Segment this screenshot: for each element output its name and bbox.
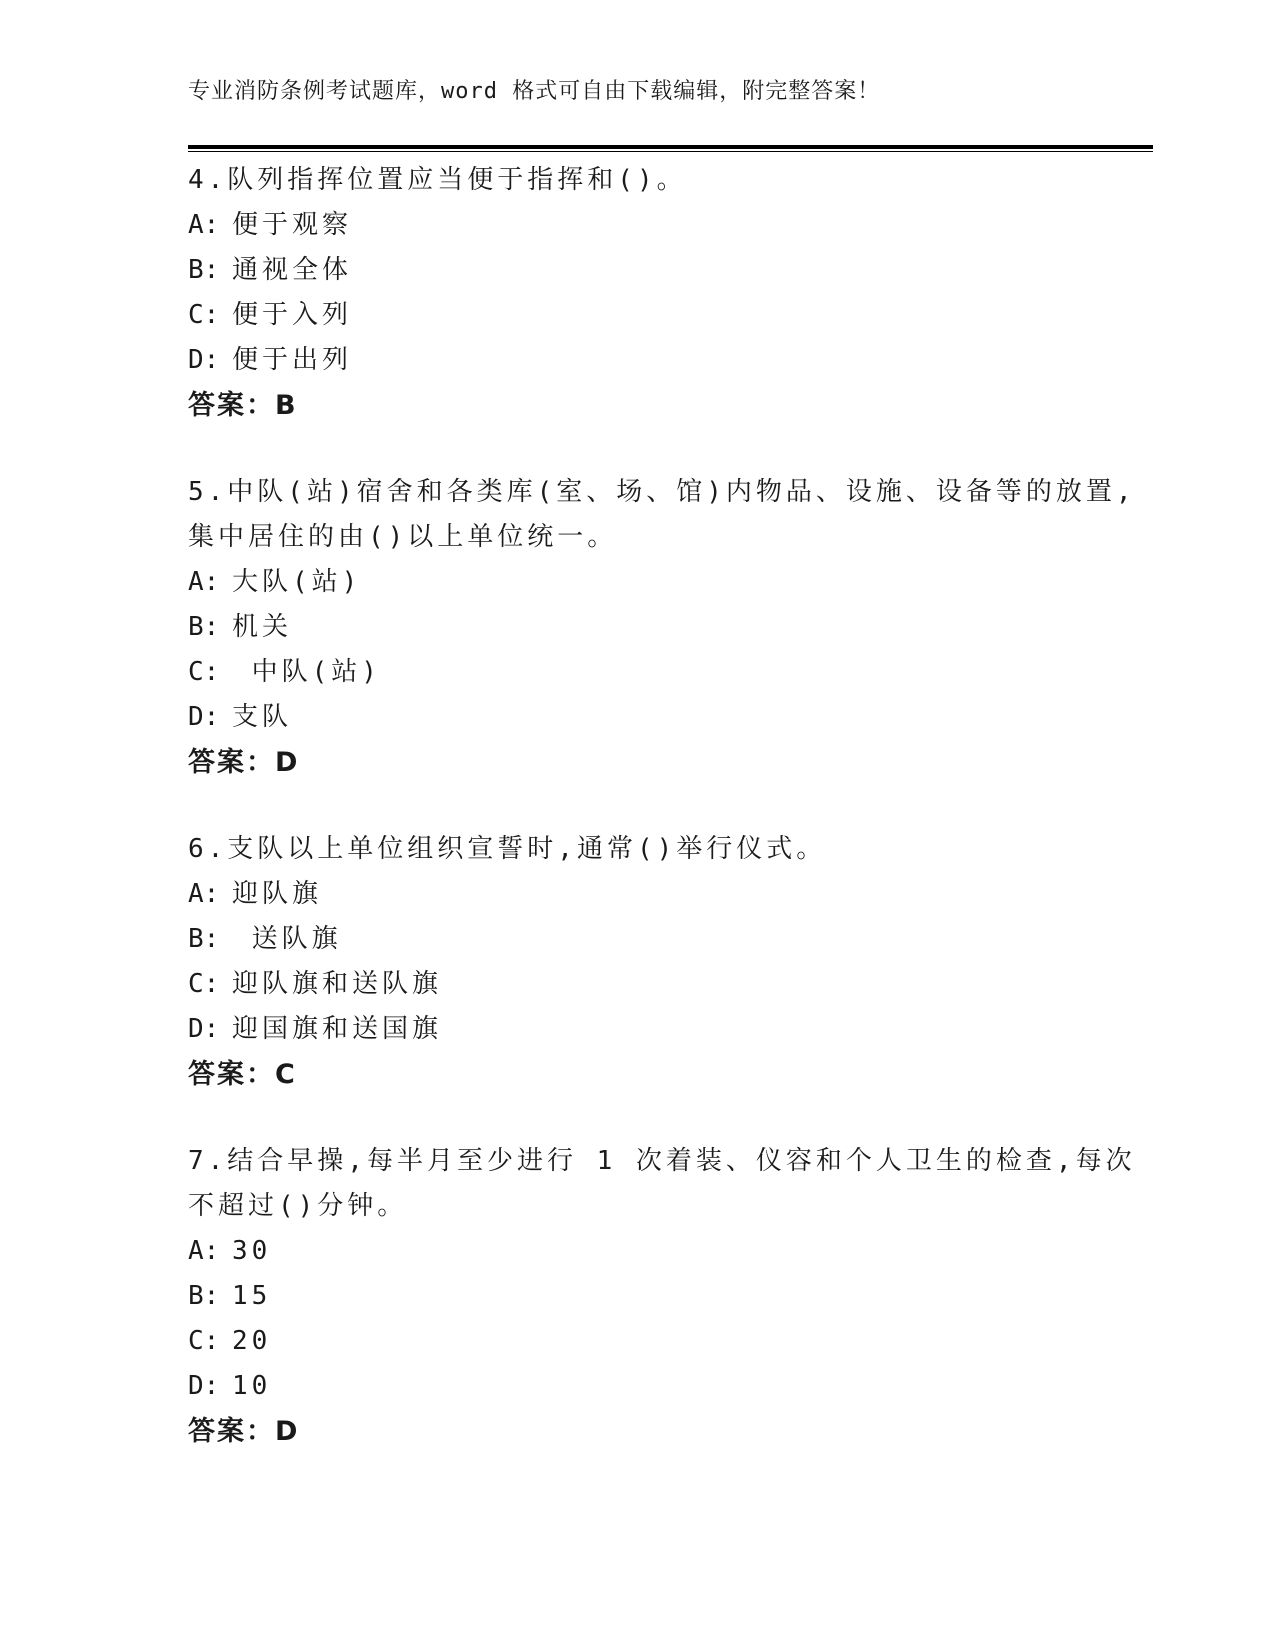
option-text: 迎队旗 bbox=[232, 879, 323, 909]
option-text: 20 bbox=[232, 1326, 272, 1356]
option-b bbox=[188, 917, 1148, 962]
option-a bbox=[188, 560, 1148, 605]
header-rule-thin bbox=[188, 151, 1153, 152]
option-b bbox=[188, 248, 1148, 293]
option-a bbox=[188, 872, 1148, 917]
question-stem-continued: 集中居住的由()以上单位统一。 bbox=[188, 522, 618, 552]
question-7 bbox=[188, 1139, 1148, 1454]
option-letter: D: bbox=[188, 1014, 220, 1044]
option-text: 通视全体 bbox=[232, 255, 353, 285]
question-stem: 4.队列指挥位置应当便于指挥和()。 bbox=[188, 165, 687, 195]
option-d bbox=[188, 338, 1148, 383]
option-letter: A: bbox=[188, 210, 220, 240]
question-stem: 5.中队(站)宿舍和各类库(室、场、馆)内物品、设施、设备等的放置, bbox=[188, 477, 1136, 507]
option-text: 便于入列 bbox=[232, 300, 353, 330]
option-text: 便于观察 bbox=[232, 210, 353, 240]
answer-line: 答案：B bbox=[188, 390, 298, 421]
option-c bbox=[188, 1319, 1148, 1364]
option-c bbox=[188, 962, 1148, 1007]
option-letter: C: bbox=[188, 300, 220, 330]
option-text: 便于出列 bbox=[232, 345, 353, 375]
answer-line: 答案：C bbox=[188, 1059, 297, 1090]
option-text: 15 bbox=[232, 1281, 272, 1311]
option-b bbox=[188, 1274, 1148, 1319]
option-letter: A: bbox=[188, 879, 220, 909]
answer-line: 答案：D bbox=[188, 1416, 300, 1447]
option-text: 支队 bbox=[232, 702, 293, 732]
option-letter: B: bbox=[188, 612, 220, 642]
option-letter: B: bbox=[188, 255, 220, 285]
option-letter: B: bbox=[188, 1281, 220, 1311]
option-text: 机关 bbox=[232, 612, 293, 642]
option-text: 大队(站) bbox=[232, 567, 362, 597]
option-c bbox=[188, 293, 1148, 338]
option-letter: C: bbox=[188, 657, 220, 687]
question-4 bbox=[188, 158, 1148, 428]
question-stem-continued: 不超过()分钟。 bbox=[188, 1191, 408, 1221]
option-d bbox=[188, 695, 1148, 740]
option-text: 送队旗 bbox=[232, 924, 342, 954]
option-a bbox=[188, 1229, 1148, 1274]
option-letter: B: bbox=[188, 924, 220, 954]
option-text: 10 bbox=[232, 1371, 272, 1401]
option-d bbox=[188, 1007, 1148, 1052]
option-letter: D: bbox=[188, 345, 220, 375]
question-6 bbox=[188, 827, 1148, 1097]
option-letter: D: bbox=[188, 1371, 220, 1401]
option-text: 迎队旗和送队旗 bbox=[232, 969, 443, 999]
header-rule-thick bbox=[188, 145, 1153, 149]
option-letter: C: bbox=[188, 969, 220, 999]
option-b bbox=[188, 605, 1148, 650]
option-letter: D: bbox=[188, 702, 220, 732]
page-header: 专业消防条例考试题库，word 格式可自由下载编辑，附完整答案！ bbox=[188, 79, 881, 104]
option-letter: C: bbox=[188, 1326, 220, 1356]
option-d bbox=[188, 1364, 1148, 1409]
option-text: 中队(站) bbox=[232, 657, 381, 687]
option-c bbox=[188, 650, 1148, 695]
question-stem: 6.支队以上单位组织宣誓时,通常()举行仪式。 bbox=[188, 834, 827, 864]
question-stem: 7.结合早操,每半月至少进行 1 次着装、仪容和个人卫生的检查,每次 bbox=[188, 1146, 1136, 1176]
question-5 bbox=[188, 470, 1148, 785]
option-a bbox=[188, 203, 1148, 248]
answer-line: 答案：D bbox=[188, 747, 300, 778]
option-text: 迎国旗和送国旗 bbox=[232, 1014, 443, 1044]
option-text: 30 bbox=[232, 1236, 272, 1266]
question-list bbox=[188, 158, 1148, 1496]
option-letter: A: bbox=[188, 1236, 220, 1266]
option-letter: A: bbox=[188, 567, 220, 597]
